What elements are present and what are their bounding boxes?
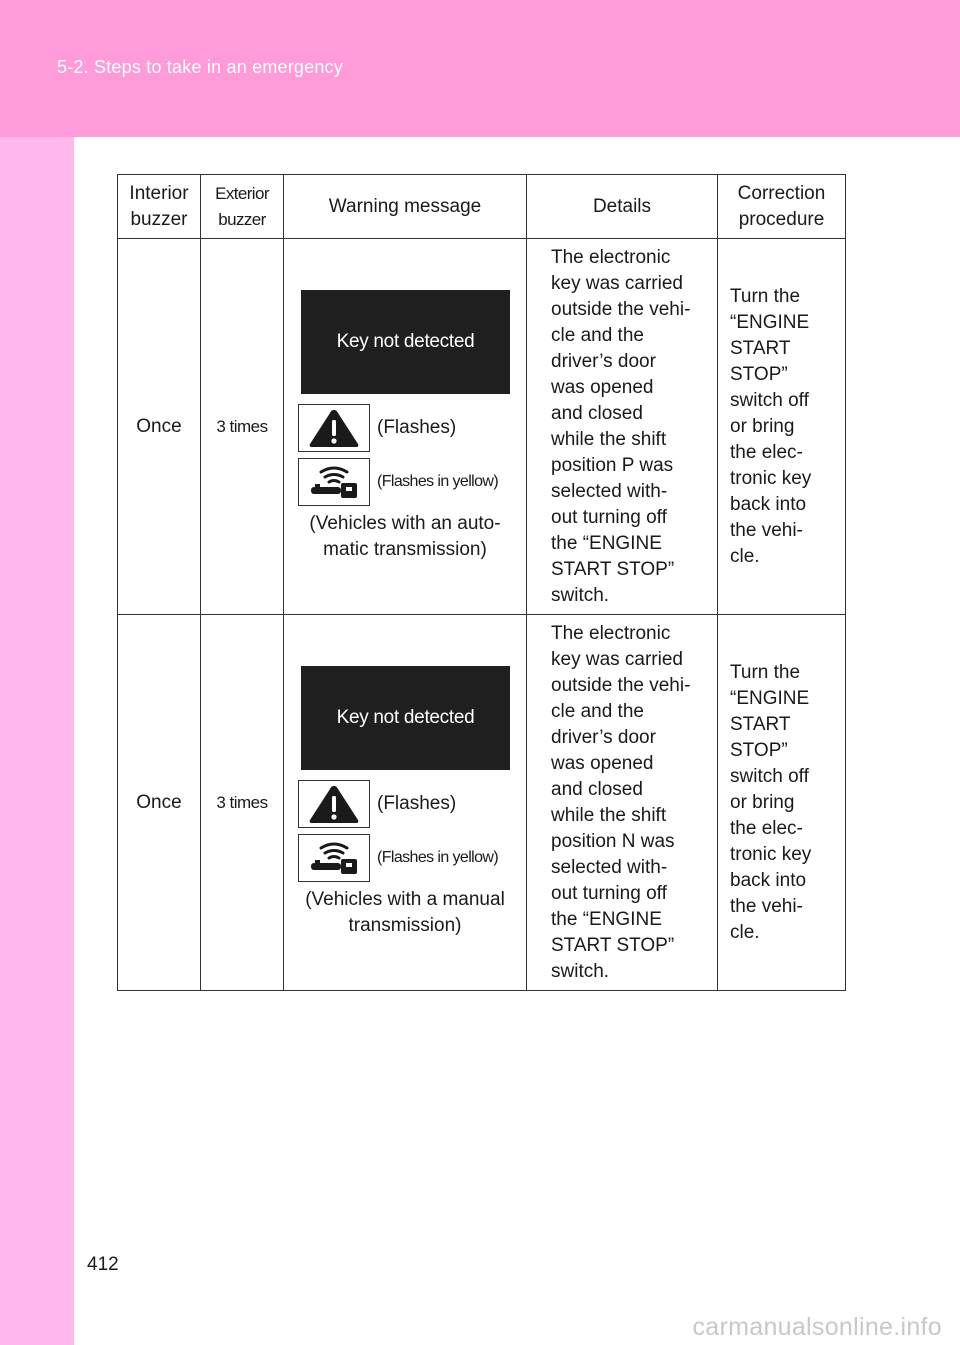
details-text: The electronic key was carried outside the vehi- cle and the driver’s door was opened and closed while the shift position N was selected with- out turning off the “ENGINE START STOP” switch. — [551, 622, 691, 982]
master-warning-row — [285, 403, 525, 453]
vehicle-note: (Vehicles with an auto- matic transmission) — [309, 513, 501, 560]
watermark: carmanualsonline.info — [692, 1313, 942, 1341]
details-text: The electronic key was carried outside the vehi- cle and the driver’s door was opened and closed while the shift position P was selected with- out turning off the “ENGINE START STOP” switch. — [551, 246, 691, 606]
side-band — [0, 137, 74, 1345]
display-message: Key not detected — [301, 290, 510, 394]
warning-message-cell — [284, 615, 527, 991]
header-warning-message: Warning message — [284, 175, 527, 239]
warning-triangle-icon — [307, 784, 361, 824]
key-indicator-light — [298, 458, 370, 506]
correction-cell — [718, 615, 846, 991]
master-warning-light — [298, 404, 370, 452]
key-indicator-row — [285, 457, 525, 507]
details-cell — [527, 239, 718, 615]
correction-cell — [718, 239, 846, 615]
display-message: Key not detected — [301, 666, 510, 770]
warning-message-cell — [284, 239, 527, 615]
vehicle-note: (Vehicles with a manual transmission) — [305, 889, 505, 936]
correction-text: Turn the “ENGINE START STOP” switch off or bring the elec- tronic key back into the vehi- cle. — [730, 661, 812, 943]
smart-key-icon — [305, 839, 363, 877]
table-header-row — [118, 175, 846, 239]
key-indicator-row — [285, 833, 525, 883]
header-exterior-buzzer: Exterior buzzer — [201, 175, 284, 239]
interior-buzzer-cell: Once — [118, 615, 201, 991]
interior-buzzer-cell: Once — [118, 239, 201, 615]
header-interior-buzzer: Interior buzzer — [118, 175, 201, 239]
master-warning-light — [298, 780, 370, 828]
header-correction-procedure: Correction procedure — [718, 175, 846, 239]
warning-triangle-icon — [307, 408, 361, 448]
page-number: 412 — [87, 1254, 119, 1275]
exterior-buzzer-cell: 3 times — [201, 239, 284, 615]
key-indicator-label: (Flashes in yellow) — [377, 473, 499, 490]
details-cell — [527, 615, 718, 991]
warning-message-group — [285, 290, 525, 563]
table-row — [118, 239, 846, 615]
smart-key-icon — [305, 463, 363, 501]
exterior-buzzer-cell: 3 times — [201, 615, 284, 991]
warning-message-group — [285, 666, 525, 939]
table-row — [118, 615, 846, 991]
key-indicator-label: (Flashes in yellow) — [377, 849, 499, 866]
section-title: 5-2. Steps to take in an emergency — [57, 57, 343, 77]
master-warning-row — [285, 779, 525, 829]
warning-table — [117, 174, 846, 991]
key-indicator-light — [298, 834, 370, 882]
correction-text: Turn the “ENGINE START STOP” switch off or bring the elec- tronic key back into the vehi- cle. — [730, 285, 812, 567]
master-warning-label: (Flashes) — [377, 417, 457, 438]
master-warning-label: (Flashes) — [377, 793, 457, 814]
header-details: Details — [527, 175, 718, 239]
